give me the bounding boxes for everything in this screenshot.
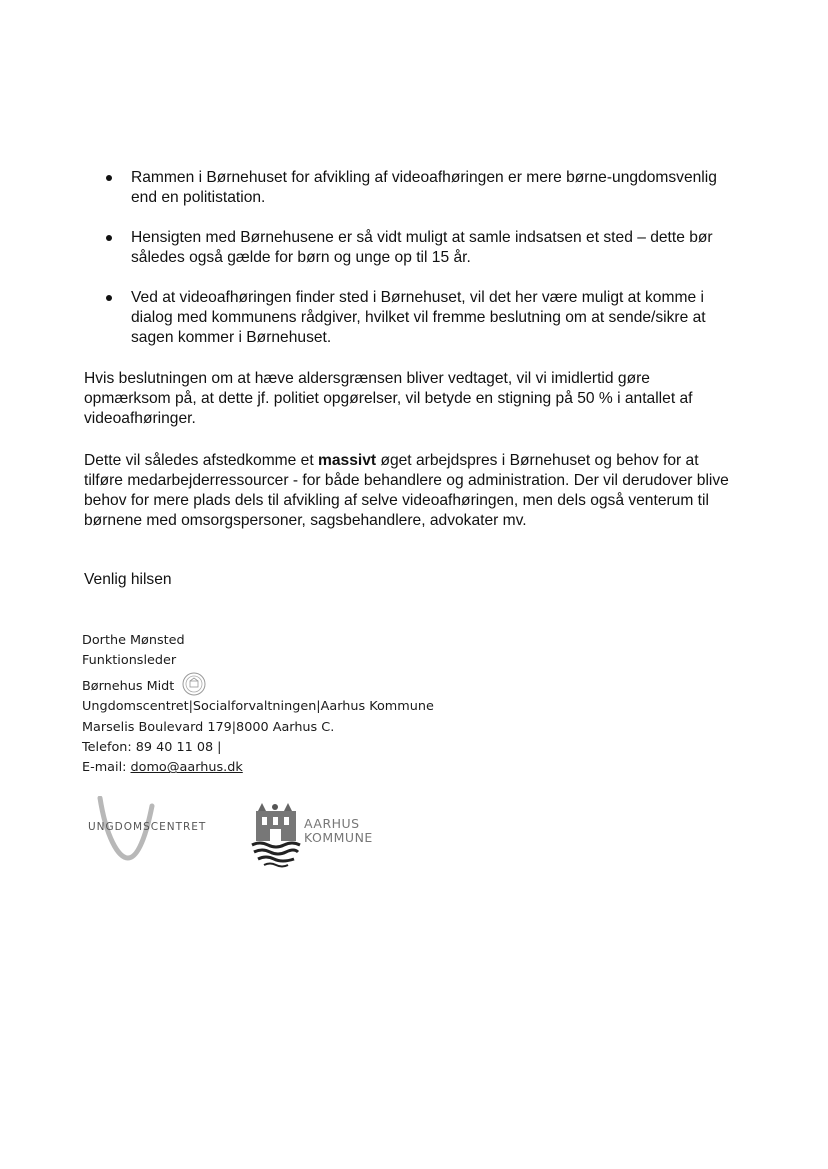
list-item: Hensigten med Børnehusene er så vidt muligt at samle indsatsen et sted – dette bør således også gælde for børn og unge op til 15 år. — [84, 228, 744, 268]
bullet-icon — [106, 235, 112, 241]
seal-icon — [182, 672, 206, 696]
ungdomscentret-logo — [88, 796, 218, 862]
aarhus-kommune-logo-text: AARHUS KOMMUNE — [304, 816, 373, 845]
bullet-list — [84, 168, 744, 368]
paragraph-workload: Dette vil således afstedkomme et massivt øget arbejdspres i Børnehuset og behov for at tilføre medarbejderressourcer - for både behandlere og administration. Der vil derudover blive behov for mere plads dels til afvikling af selve videoafhøringen, men dels også venterum til børnene med omsorgspersoner, sagsbehandlere, advokater mv. — [84, 452, 729, 529]
email-link[interactable]: domo@aarhus.dk — [130, 760, 243, 776]
aarhus-coat-of-arms-icon — [248, 797, 304, 869]
list-item: Ved at videoafhøringen finder sted i Børnehuset, vil det her være muligt at komme i dialog med kommunens rådgiver, hvilket vil fremme beslutning om at sende/sikre at sagen kommer i Børnehuset. — [84, 288, 744, 348]
signature-block — [82, 631, 434, 779]
aarhus-kommune-logo — [248, 797, 398, 869]
signature-unit: Børnehus Midt — [82, 678, 175, 694]
signature-title: Funktionsleder — [82, 653, 177, 669]
list-item: Rammen i Børnehuset for afvikling af videoafhøringen er mere børne-ungdomsvenlig end en politistation. — [84, 168, 744, 208]
ungdomscentret-logo-text: UNGDOMSCENTRET — [88, 821, 207, 833]
bullet-icon — [106, 175, 112, 181]
emphasis-massivt: massivt — [318, 452, 377, 469]
signature-unit-row — [82, 672, 434, 697]
signature-organization: Ungdomscentret|Socialforvaltningen|Aarhus Kommune — [82, 699, 434, 715]
signature-name: Dorthe Mønsted — [82, 633, 185, 648]
bullet-icon — [106, 295, 112, 301]
signature-email-row: E-mail: domo@aarhus.dk — [82, 760, 243, 776]
closing-greeting: Venlig hilsen — [84, 571, 172, 588]
signature-phone: Telefon: 89 40 11 08 | — [82, 740, 222, 756]
signature-address: Marselis Boulevard 179|8000 Aarhus C. — [82, 719, 335, 735]
paragraph-age-limit: Hvis beslutningen om at hæve aldersgrænsen bliver vedtaget, vil vi imidlertid gøre opmærksom på, at dette jf. politiet opgørelser, vil betyde en stigning på 50 % i antallet af videoafhøringer. — [84, 370, 693, 427]
